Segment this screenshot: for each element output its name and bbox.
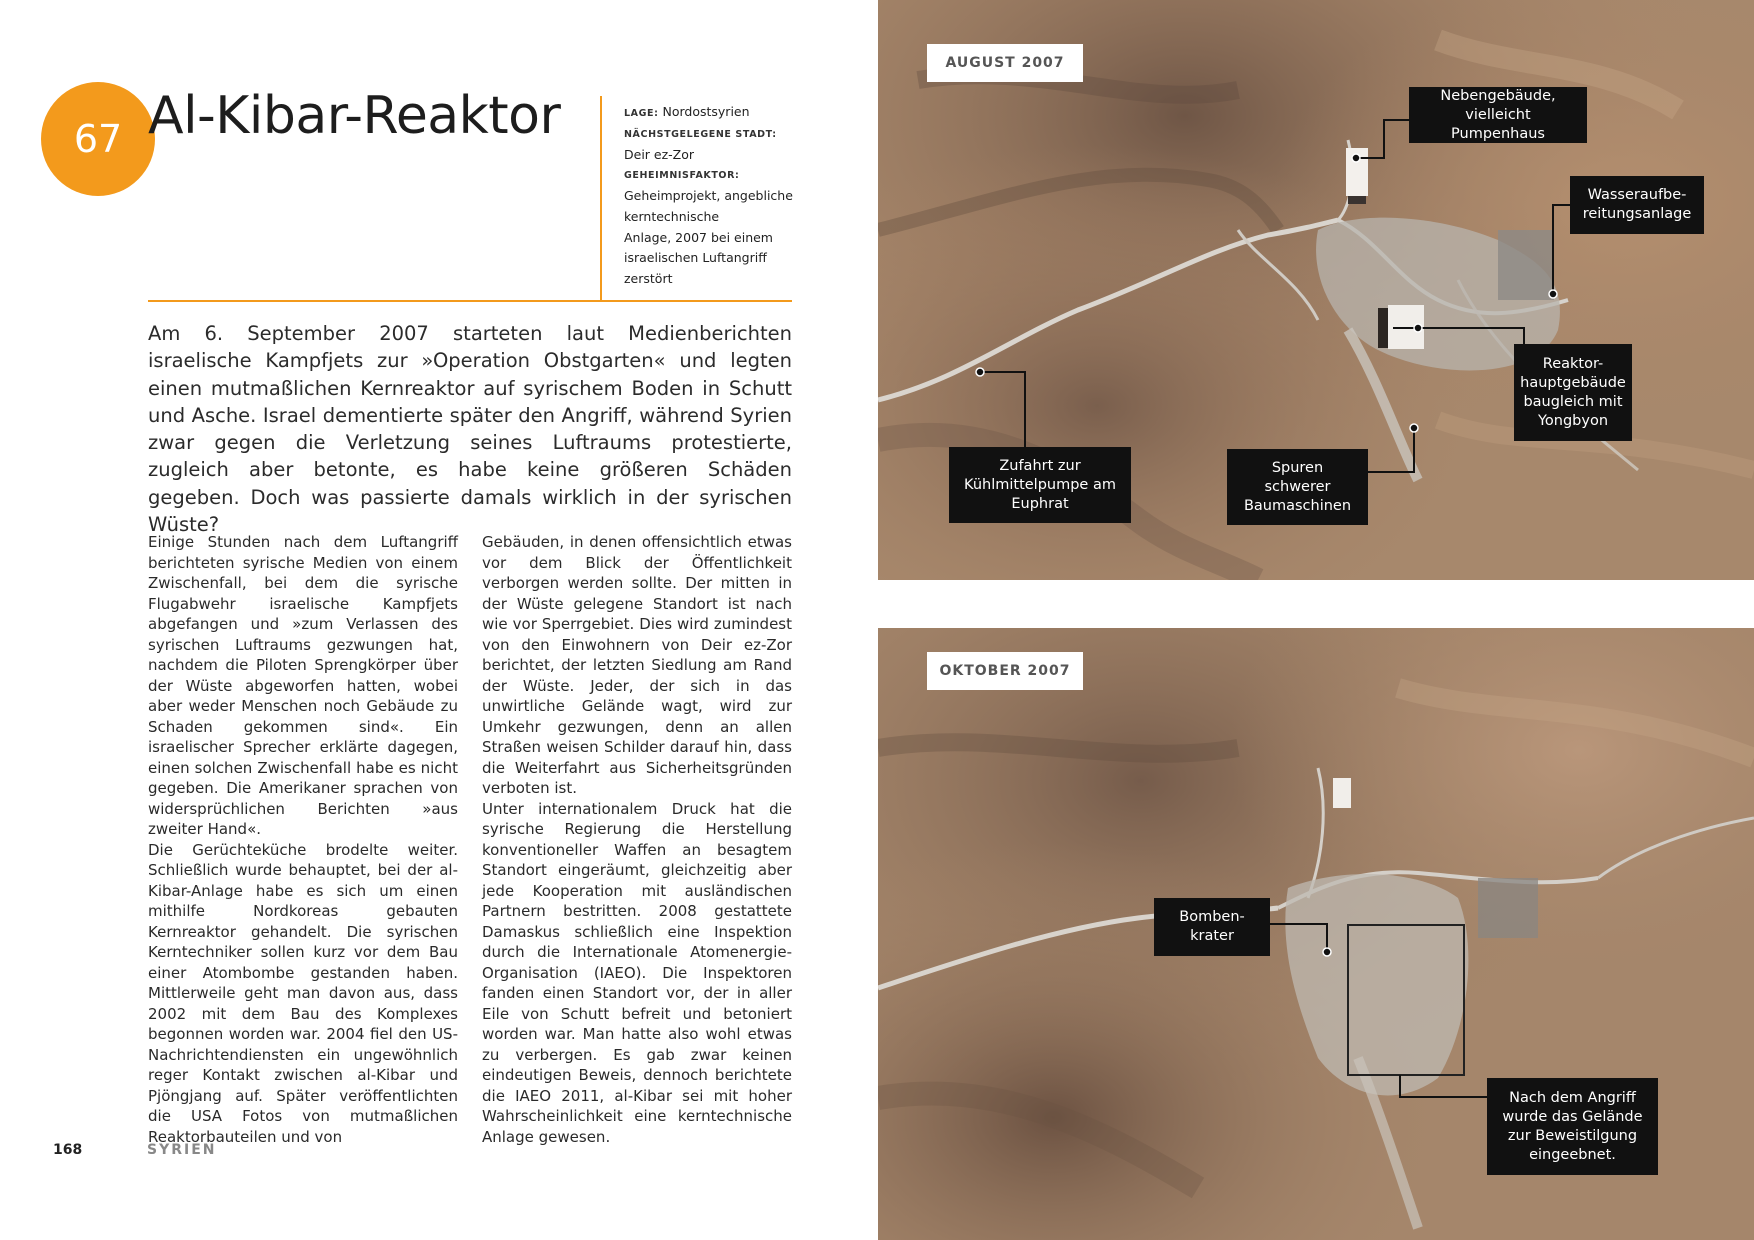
geheimnis-line: kerntechnische bbox=[624, 208, 720, 224]
callout-reaktor bbox=[1514, 344, 1632, 441]
callout-line: Nach dem Angriff bbox=[1509, 1089, 1636, 1106]
callout-line: Wasseraufbe- bbox=[1587, 187, 1687, 203]
date-label-august: AUGUST 2007 bbox=[927, 44, 1083, 82]
callout-line: baugleich mit bbox=[1523, 393, 1623, 410]
callout-line: reitungsanlage bbox=[1582, 206, 1692, 222]
geheimnis-line: Geheimprojekt, angebliche bbox=[624, 188, 793, 204]
geheimnis-line: Anlage, 2007 bei einem bbox=[624, 229, 773, 245]
callout-wasseraufbereitung bbox=[1570, 176, 1704, 234]
callout-line: wurde das Gelände bbox=[1502, 1108, 1643, 1125]
callout-line: Spuren bbox=[1271, 459, 1324, 476]
date-label-oktober: OKTOBER 2007 bbox=[927, 652, 1083, 690]
body-paragraph: Die Gerüchteküche brodelte weiter. Schließlich wurde behauptet, bei der al-Kibar-Anlage habe es sich um einen mithilfe Nordkoreas gebauten Kernreaktor gehandelt. Die syrischen Kerntechniker sollen kurz vor dem Bau einer Atombombe gestanden haben. Mittlerweile geht man davon aus, dass 2002 mit dem Bau des Komplexes begonnen worden war. 2004 fiel den US-Nachrichtendiensten ein ungewöhnlich reger Kontakt zwischen al-Kibar und Pjöngjang auf. Später veröffentlichten die USA Fotos von mutmaßlichen Reaktorbauteilen und von bbox=[148, 840, 458, 1146]
callout-line: krater bbox=[1190, 928, 1234, 944]
body-paragraph: Einige Stunden nach dem Luftangriff berichteten syrische Medien von einem Zwischenfall, bei dem die syrische Flugabwehr israelische Kampfjets abgefangen und »zum Verlassen des syrischen Luftraums gezwungen hat, nachdem die Piloten Sprengkörper über der Wüste abgeworfen hatten, wobei aber weder Menschen noch Gebäude zu Schaden gekommen sind«. Ein israelischer Sprecher erklärte dagegen, einen solchen Zwischenfall habe es nicht gegeben. Die Amerikaner sprachen von widersprüchlichen Berichten »aus zweiter Hand«. bbox=[148, 533, 458, 838]
body-paragraph: Gebäuden, in denen offensichtlich etwas vor dem Blick der Öffentlichkeit verborgen werden sollte. Der mitten in der Wüste gelegene Standort ist nach wie vor Sperrgebiet. Dies wird zumindest von den Einwohnern von Deir ez-Zor berichtet, der letzten Siedlung am Rand der Wüste. Jeder, der sich in das unwirtliche Gelände wagt, wird zur Umkehr gezwungen, denn an allen Straßen weisen Schilder darauf hin, dass die Weiterfahrt aus Sicherheitsgründen verboten ist. bbox=[482, 533, 792, 797]
callout-line: Yongbyon bbox=[1537, 412, 1609, 429]
callout-line: Kühlmittelpumpe am bbox=[964, 476, 1116, 493]
geheimnis-line: israelischen Luftangriff bbox=[624, 250, 767, 266]
page-number: 168 bbox=[53, 1142, 83, 1158]
callout-line: Euphrat bbox=[1011, 495, 1069, 512]
chapter-number-badge bbox=[41, 82, 155, 196]
callout-line: Bomben- bbox=[1179, 909, 1245, 925]
callout-bombenkrater bbox=[1154, 898, 1270, 956]
callout-line: hauptgebäude bbox=[1520, 374, 1626, 391]
facts-divider bbox=[600, 96, 602, 300]
callout-line: Baumaschinen bbox=[1243, 497, 1352, 514]
facts-box bbox=[624, 102, 794, 289]
callout-line: Zufahrt zur bbox=[999, 457, 1081, 474]
stadt-label: NÄCHSTGELEGENE STADT: bbox=[624, 128, 777, 140]
stadt-value: Deir ez-Zor bbox=[624, 147, 695, 163]
geheimnis-line: zerstört bbox=[624, 270, 673, 286]
callout-line: Nebengebäude, bbox=[1440, 87, 1556, 104]
geheimnis-label: GEHEIMNISFAKTOR: bbox=[624, 169, 740, 181]
lage-label: LAGE: bbox=[624, 108, 659, 119]
callout-line: Reaktor- bbox=[1542, 355, 1604, 372]
callout-spuren bbox=[1227, 449, 1368, 525]
section-name: SYRIEN bbox=[147, 1142, 217, 1158]
callout-line: zur Beweistilgung bbox=[1507, 1127, 1638, 1144]
callout-zufahrt bbox=[949, 447, 1131, 523]
callout-line: eingeebnet. bbox=[1529, 1146, 1616, 1163]
page-title: Al-Kibar-Reaktor bbox=[148, 86, 561, 146]
callout-nebengebaeude bbox=[1409, 87, 1587, 143]
body-column-1 bbox=[148, 532, 458, 1147]
lage-value: Nordostsyrien bbox=[662, 104, 750, 119]
callout-line: schwerer bbox=[1264, 478, 1331, 495]
body-paragraph: Unter internationalem Druck hat die syrische Regierung die Herstellung konventioneller Waffen an besagtem Standort eingeräumt, gleichzeitig aber jede Kooperation mit ausländischen Partnern bestritten. 2008 gestattete Damaskus schließlich eine Inspektion durch die Internationale Atomenergie-Organisation (IAEO). Die Inspektoren fanden einen Standort vor, der in aller Eile von Schutt befreit und betoniert worden war. Man hatte also wohl etwas zu verbergen. Es gab zwar keinen eindeutigen Beweis, dennoch berichtete die IAEO 2011, al-Kibar sei mit hoher Wahrscheinlichkeit eine kerntechnische Anlage gewesen. bbox=[482, 799, 792, 1146]
intro-paragraph: Am 6. September 2007 starteten laut Medienberichten israelische Kampfjets zur »Operation Obstgarten« und legten einen mutmaßlichen Kernreaktor auf syrischem Boden in Schutt und Asche. Israel dementierte später den Angriff, während Syrien zwar gegen die Verletzung seines Luftraums protestierte, zugleich aber betonte, es habe keine größeren Schäden gegeben. Doch was passierte damals wirklich in der syrischen Wüste? bbox=[148, 322, 792, 537]
callout-line: vielleicht Pumpenhaus bbox=[1451, 106, 1545, 142]
chapter-number: 67 bbox=[73, 117, 123, 161]
body-column-2 bbox=[482, 532, 792, 1147]
callout-eingeebnet bbox=[1487, 1078, 1658, 1175]
header-rule bbox=[148, 300, 792, 302]
